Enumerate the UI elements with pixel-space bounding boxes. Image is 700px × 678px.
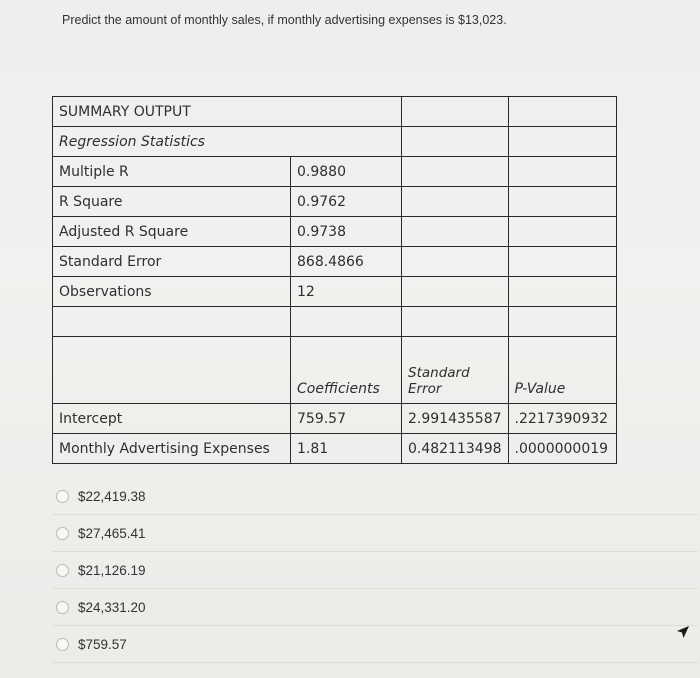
answer-option[interactable] [52, 515, 698, 552]
table-header-row [53, 337, 617, 404]
table-row [53, 97, 617, 127]
answer-option-label: $22,419.38 [78, 488, 146, 504]
stat-value: 0.9738 [291, 217, 402, 247]
table-row [53, 217, 617, 247]
answer-option-label: $759.57 [78, 636, 127, 652]
radio-button[interactable] [56, 564, 69, 577]
standard-error-header: Standard Error [402, 337, 509, 404]
answer-option[interactable] [52, 552, 698, 589]
stat-label: Standard Error [53, 247, 291, 277]
p-value-value: .0000000019 [508, 434, 616, 464]
stat-label: Adjusted R Square [53, 217, 291, 247]
table-row [53, 187, 617, 217]
mouse-pointer-icon [676, 624, 690, 640]
table-row [53, 307, 617, 337]
answer-option[interactable] [52, 589, 698, 626]
std-error-value: 2.991435587 [402, 404, 509, 434]
table-row [53, 277, 617, 307]
row-label: Monthly Advertising Expenses [53, 434, 291, 464]
question-text: Predict the amount of monthly sales, if monthly advertising expenses is $13,023. [62, 13, 507, 27]
answer-option-label: $27,465.41 [78, 525, 146, 541]
stat-value: 0.9880 [291, 157, 402, 187]
radio-button[interactable] [56, 527, 69, 540]
coefficients-header: Coefficients [291, 337, 402, 404]
stat-value: 0.9762 [291, 187, 402, 217]
coefficient-value: 759.57 [291, 404, 402, 434]
answer-option[interactable] [52, 626, 698, 663]
stat-label: Observations [53, 277, 291, 307]
coefficient-value: 1.81 [291, 434, 402, 464]
table-row [53, 127, 617, 157]
std-error-value: 0.482113498 [402, 434, 509, 464]
answer-option[interactable] [52, 478, 698, 515]
p-value-value: .2217390932 [508, 404, 616, 434]
table-row [53, 247, 617, 277]
regression-table [52, 96, 617, 464]
answer-option-label: $21,126.19 [78, 562, 146, 578]
table-row [53, 434, 617, 464]
row-label: Intercept [53, 404, 291, 434]
table-row [53, 157, 617, 187]
stat-value: 868.4866 [291, 247, 402, 277]
regression-stats-title: Regression Statistics [53, 127, 402, 157]
table-row [53, 404, 617, 434]
answer-options [52, 478, 698, 663]
summary-title: SUMMARY OUTPUT [53, 97, 402, 127]
radio-button[interactable] [56, 490, 69, 503]
stat-label: Multiple R [53, 157, 291, 187]
stat-label: R Square [53, 187, 291, 217]
radio-button[interactable] [56, 601, 69, 614]
p-value-header: P-Value [508, 337, 616, 404]
answer-option-label: $24,331.20 [78, 599, 146, 615]
radio-button[interactable] [56, 638, 69, 651]
stat-value: 12 [291, 277, 402, 307]
